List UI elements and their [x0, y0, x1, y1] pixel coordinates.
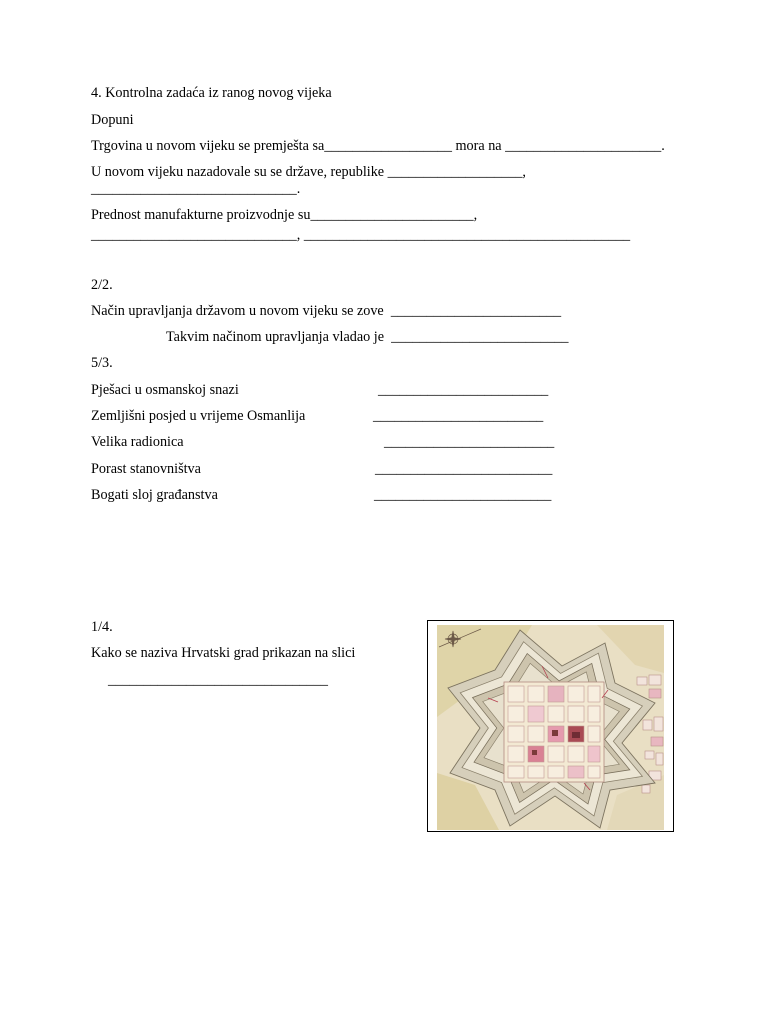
section-3-answer-blank: ________________________: [373, 408, 544, 424]
section-4-question: Kako se naziva Hrvatski grad prikazan na slici: [91, 645, 356, 661]
instruction-text: Dopuni: [91, 112, 134, 128]
fill-in-question-2-line-1: U novom vijeku nazadovale su se države, republike ___________________,: [91, 164, 526, 180]
section-2-question-1: Način upravljanja državom u novom vijeku se zove ________________________: [91, 303, 562, 319]
section-3-term: Bogati sloj građanstva: [91, 487, 218, 503]
fortress-map-image: [437, 625, 664, 830]
section-3-answer-blank: _________________________: [374, 487, 552, 503]
worksheet-title: 4. Kontrolna zadaća iz ranog novog vijeka: [91, 85, 332, 101]
section-4-answer-blank: _______________________________: [108, 672, 328, 688]
section-3-label: 5/3.: [91, 355, 113, 371]
section-3-term: Pješaci u osmanskoj snazi: [91, 382, 239, 398]
fortress-map-frame: [427, 620, 674, 832]
section-3-term: Zemljišni posjed u vrijeme Osmanlija: [91, 408, 306, 424]
fill-in-question-2-line-2: _____________________________.: [91, 181, 301, 197]
section-3-term: Porast stanovništva: [91, 461, 201, 477]
section-2-label: 2/2.: [91, 277, 113, 293]
fill-in-question-1: Trgovina u novom vijeku se premješta sa__________________ mora na ______________________.: [91, 138, 665, 154]
section-2-question-2: Takvim načinom upravljanja vladao je _________________________: [166, 329, 569, 345]
fill-in-question-3-line-1: Prednost manufakturne proizvodnje su_______________________,: [91, 207, 478, 223]
section-4-label: 1/4.: [91, 619, 113, 635]
section-3-answer-blank: ________________________: [378, 382, 549, 398]
section-3-answer-blank: ________________________: [384, 434, 555, 450]
fill-in-question-3-line-2: _____________________________, ______________________________________________: [91, 227, 631, 243]
section-3-answer-blank: _________________________: [375, 461, 553, 477]
section-3-term: Velika radionica: [91, 434, 184, 450]
